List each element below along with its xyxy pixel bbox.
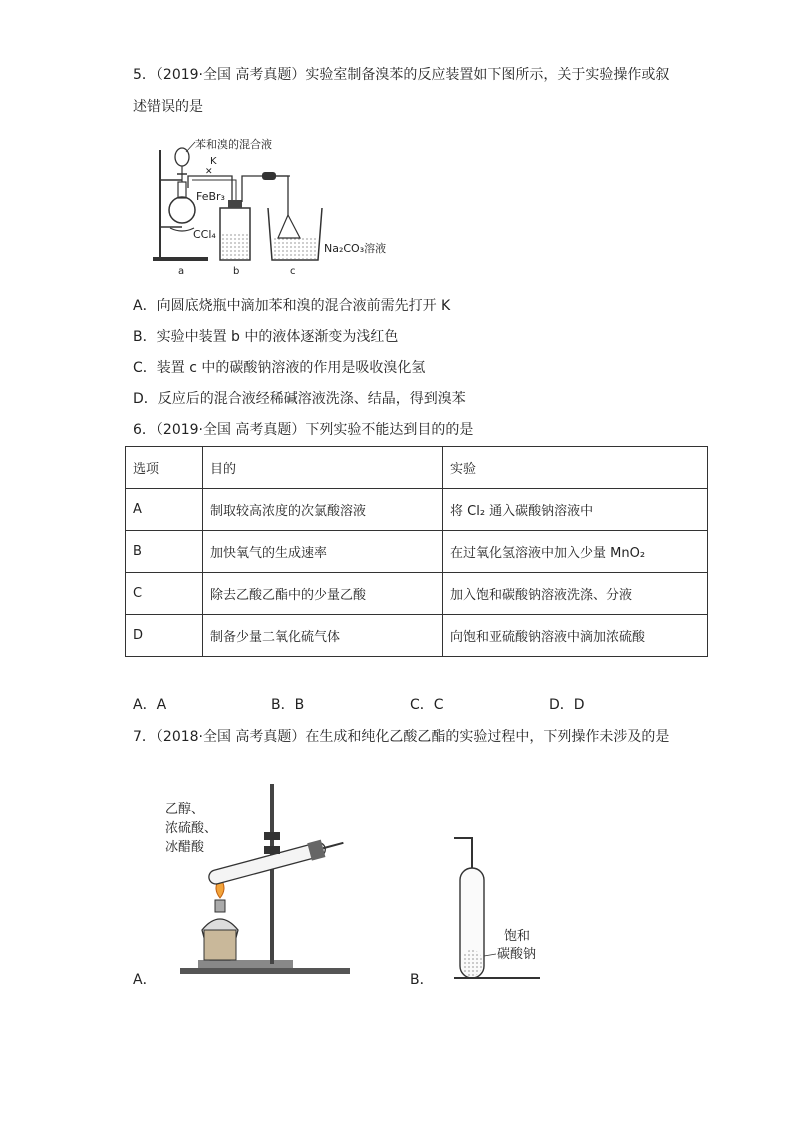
base-plate: [180, 968, 350, 974]
reagent-ethanol: 乙醇、: [165, 802, 205, 817]
fig-label-na2co3: Na₂CO₃溶液: [324, 242, 387, 255]
reagent-acetic-acid: 冰醋酸: [165, 840, 205, 855]
table-cell: 除去乙酸乙酯中的少量乙酸: [203, 573, 443, 615]
table-row: [126, 489, 708, 531]
table-cell: 制备少量二氧化硫气体: [203, 615, 443, 657]
q5-option-d: D．反应后的混合液经稀碱溶液洗涤、结晶，得到溴苯: [133, 391, 466, 407]
table-cell: 加入饱和碳酸钠溶液洗涤、分液: [443, 573, 708, 615]
q5-stem-line1: 5．（2019·全国 高考真题）实验室制备溴苯的反应装置如下图所示，关于实验操作或叙: [133, 67, 670, 83]
table-cell: 在过氧化氢溶液中加入少量 MnO₂: [443, 531, 708, 573]
q5-option-b: B．实验中装置 b 中的液体逐渐变为浅红色: [133, 329, 399, 345]
table-header-cell: 目的: [203, 447, 443, 489]
table-header-cell: 选项: [126, 447, 203, 489]
table-header-cell: 实验: [443, 447, 708, 489]
q6-choice-b: B．B: [271, 697, 305, 713]
table-cell: 制取较高浓度的次氯酸溶液: [203, 489, 443, 531]
fig-label-ccl4: CCl₄: [193, 228, 216, 241]
q7-stem: 7．（2018·全国 高考真题）在生成和纯化乙酸乙酯的实验过程中，下列操作未涉及的是: [133, 729, 670, 745]
q6-choice-a: A．A: [133, 697, 167, 713]
table-row: [126, 531, 708, 573]
q5-option-a: A．向圆底烧瓶中滴加苯和溴的混合液前需先打开 K: [133, 298, 451, 314]
q7-option-b-label: B．: [410, 972, 434, 988]
stand-base: [153, 257, 208, 261]
q5-option-c: C．装置 c 中的碳酸钠溶液的作用是吸收溴化氢: [133, 360, 426, 376]
fig-b-solution: [497, 928, 536, 964]
fig-label-c: c: [290, 266, 296, 277]
round-bottom-flask: [169, 197, 195, 223]
table-cell: C: [126, 573, 203, 615]
table-cell: A: [126, 489, 203, 531]
table-cell: 向饱和亚硫酸钠溶液中滴加浓硫酸: [443, 615, 708, 657]
fig-label-b: b: [233, 266, 240, 277]
fig-label-febr3: FeBr₃: [196, 190, 225, 203]
solution-saturated: 饱和: [504, 929, 531, 944]
q6-choice-c: C．C: [410, 697, 444, 713]
table-cell: 加快氧气的生成速率: [203, 531, 443, 573]
fig-a-reagents: [165, 800, 217, 857]
funnel-c: [278, 215, 300, 238]
table-cell: 将 Cl₂ 通入碳酸钠溶液中: [443, 489, 708, 531]
table-cell: D: [126, 615, 203, 657]
q6-choice-d: D．D: [549, 697, 585, 713]
table-row: [126, 615, 708, 657]
q5-apparatus-figure: [150, 130, 390, 280]
q5-stem-line2: 述错误的是: [133, 99, 203, 115]
fig-label-mixture: 苯和溴的混合液: [195, 138, 272, 151]
fig-label-a: a: [178, 266, 185, 277]
table-cell: B: [126, 531, 203, 573]
fig-label-k: K: [210, 156, 217, 167]
svg-text:✕: ✕: [205, 167, 213, 177]
q7-option-a-label: A．: [133, 972, 157, 988]
stand-rod: [270, 784, 274, 964]
solution-sodium-carbonate: 碳酸钠: [497, 947, 537, 962]
table-header-row: [126, 447, 708, 489]
table-row: [126, 573, 708, 615]
q6-table: [125, 446, 708, 657]
q6-stem: 6．（2019·全国 高考真题）下列实验不能达到目的的是: [133, 422, 474, 438]
reagent-sulfuric-acid: 浓硫酸、: [165, 821, 218, 836]
